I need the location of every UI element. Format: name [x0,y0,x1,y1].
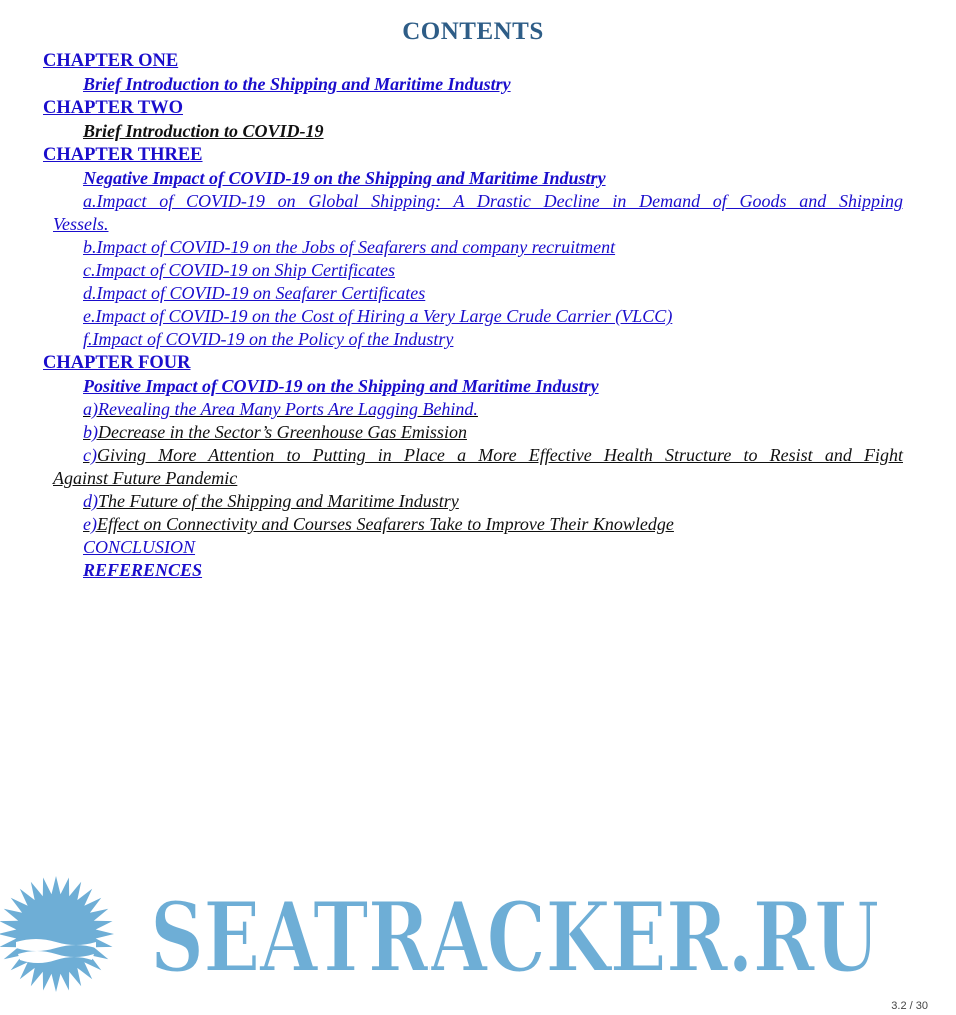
toc-row-chapter-two [43,96,903,120]
chapter-three-link[interactable]: CHAPTER THREE [43,145,203,165]
table-of-contents [43,49,903,582]
toc-row-ch4-positive [43,375,903,398]
references-link[interactable]: REFERENCES [83,560,203,580]
toc-row-chapter-one [43,49,903,73]
toc-row-references [43,559,903,582]
toc-row-ch4-b [43,421,903,444]
toc-row-chapter-four [43,351,903,375]
toc-row-ch3-e [43,305,903,328]
ch3-f-link[interactable]: f.Impact of COVID-19 on the Policy of the Industry [83,329,454,349]
ch3-e-link[interactable]: e.Impact of COVID-19 on the Cost of Hiring a Very Large Crude Carrier (VLCC) [83,306,673,326]
toc-row-ch1-intro [43,73,903,96]
toc-row-ch3-negative [43,167,903,190]
ch4-d-marker[interactable]: d) [83,491,98,511]
toc-row-ch4-d [43,490,903,513]
page-indicator: 3.2 / 30 [891,1000,928,1012]
contents-title: CONTENTS [402,18,544,45]
toc-row-ch4-a [43,398,903,421]
ch4-e-link[interactable]: Effect on Connectivity and Courses Seafarers Take to Improve Their Knowledge [96,514,674,534]
ch4-d-link[interactable]: The Future of the Shipping and Maritime Industry [98,491,459,511]
ch4-b-marker[interactable]: b) [83,422,98,442]
ch4-a-link[interactable]: Revealing the Area Many Ports Are Lagging Behind. [98,399,478,419]
toc-row-ch3-b [43,236,903,259]
toc-row-chapter-three [43,143,903,167]
ch4-c-marker[interactable]: c) [83,445,97,465]
chapter-one-link[interactable]: CHAPTER ONE [43,51,179,71]
ch1-intro-link[interactable]: Brief Introduction to the Shipping and Maritime Industry [83,74,511,94]
ch3-a-link-continued[interactable]: Vessels. [53,214,109,234]
ch3-negative-impact-link[interactable]: Negative Impact of COVID-19 on the Shipping and Maritime Industry [83,168,606,188]
chapter-four-link[interactable]: CHAPTER FOUR [43,353,191,373]
ch3-b-link[interactable]: b.Impact of COVID-19 on the Jobs of Seafarers and company recruitment [83,237,616,257]
ch3-d-link[interactable]: d.Impact of COVID-19 on Seafarer Certificates [83,283,426,303]
ch2-intro-link[interactable]: Brief Introduction to COVID-19 [83,121,324,141]
ch4-e-marker[interactable]: e) [83,514,97,534]
ch3-a-link[interactable]: a.Impact of COVID-19 on Global Shipping: A Drastic Decline in Demand of Goods and Shipping [83,191,903,211]
ch4-c-link-continued[interactable]: Against Future Pandemic [53,468,238,488]
toc-row-ch3-f [43,328,903,351]
conclusion-link[interactable]: CONCLUSION [83,537,196,557]
ch4-c-line [83,444,903,467]
chapter-two-link[interactable]: CHAPTER TWO [43,98,183,118]
ch4-positive-impact-link[interactable]: Positive Impact of COVID-19 on the Shipping and Maritime Industry [83,376,599,396]
ch4-b-link[interactable]: Decrease in the Sector’s Greenhouse Gas Emission [98,422,467,442]
toc-row-ch3-d [43,282,903,305]
ch4-c-link[interactable]: Giving More Attention to Putting in Place a More Effective Health Structure to Resist and Fight [96,445,903,465]
toc-row-ch3-a [43,190,903,236]
toc-row-ch4-e [43,513,903,536]
ch4-a-marker[interactable]: a) [83,399,98,419]
ch3-c-link[interactable]: c.Impact of COVID-19 on Ship Certificates [83,260,395,280]
toc-row-conclusion [43,536,903,559]
toc-row-ch4-c [43,444,903,490]
toc-row-ch2-intro [43,120,903,143]
watermark-text: SEATRACKER.RU [150,881,879,994]
toc-row-ch3-c [43,259,903,282]
